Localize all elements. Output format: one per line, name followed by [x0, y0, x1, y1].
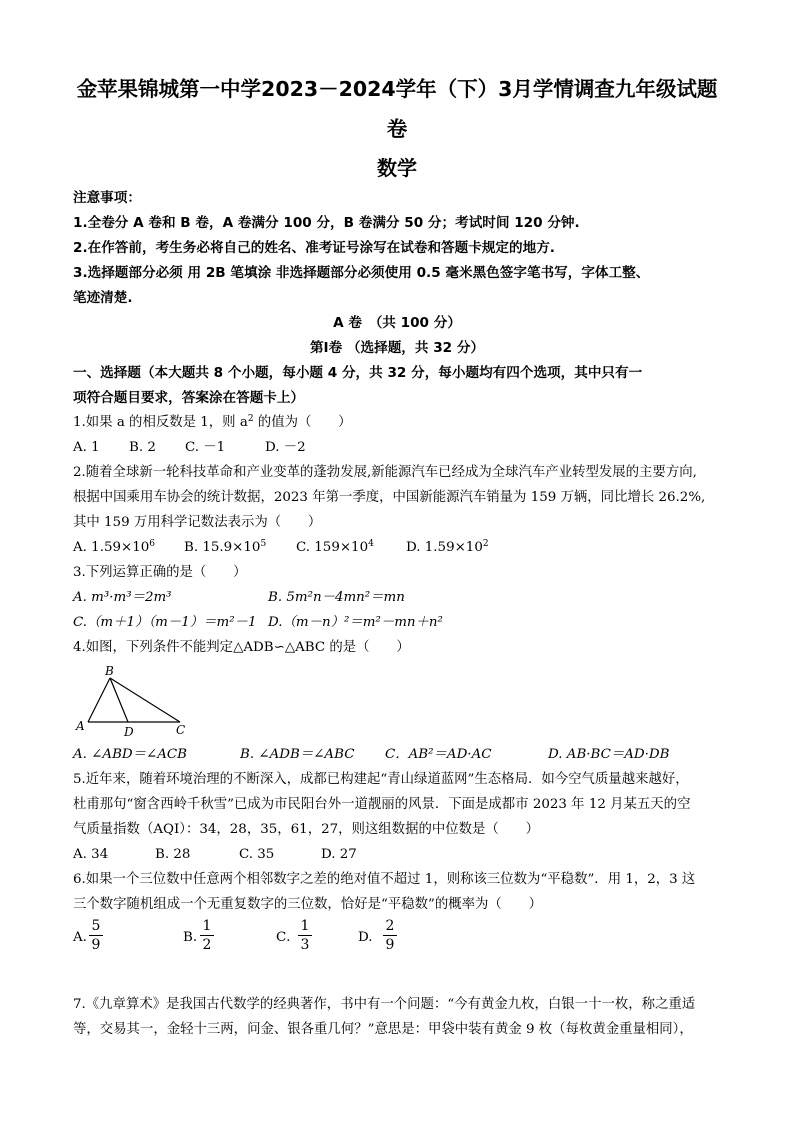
question-6-option-b-label[interactable]: B.: [183, 930, 198, 945]
question-5-option-b[interactable]: B. 28: [155, 847, 191, 862]
notice-item-2: 2.在作答前，考生务必将自己的姓名、准考证号涂写在试卷和答题卡规定的地方.: [73, 240, 555, 256]
question-1-exponent: 2: [247, 414, 254, 424]
exam-title: 金苹果锦城第一中学2023－2024学年（下）3月学情调查九年级试题: [76, 77, 718, 101]
question-2-option-b-exponent: 5: [260, 539, 267, 549]
question-5-line-3: 气质量指数（AQI）：34，28，35，61，27，则这组数据的中位数是（ ）: [73, 822, 539, 837]
question-2-option-c-text: C. 159×10: [296, 540, 369, 555]
question-6-option-a-label[interactable]: A.: [73, 930, 87, 945]
notice-heading: 注意事项：: [73, 190, 141, 206]
question-2-line-2: 根据中国乘用车协会的统计数据，2023 年第一季度，中国新能源汽车销量为 159 万辆，同比增长 26.2%,: [73, 490, 706, 505]
volume-heading: A 卷 （共 100 分）: [333, 315, 461, 331]
triangle-figure: [72, 664, 202, 742]
section-heading-continued: 项符合题目要求，答案涂在答题卡上）: [73, 390, 305, 406]
point-d-label: D: [124, 725, 134, 739]
question-6-line-1: 6.如果一个三位数中任意两个相邻数字之差的绝对值不超过 1，则称该三位数为“平稳数”．用 1，2，3 这: [73, 872, 696, 887]
question-2-option-a-text: A. 1.59×10: [73, 540, 150, 555]
fraction-numerator: 1: [300, 918, 310, 934]
fraction-denominator: 9: [385, 937, 395, 953]
point-c-label: C: [176, 723, 186, 737]
question-2-option-d[interactable]: [406, 539, 489, 557]
question-4-option-a[interactable]: A. ∠ABD＝∠ACB: [73, 747, 188, 762]
question-2-option-a-exponent: 6: [149, 539, 155, 549]
fraction-bar: [298, 935, 312, 936]
question-2-option-c[interactable]: [296, 539, 374, 557]
question-2-option-b-text: B. 15.9×10: [184, 540, 261, 555]
question-4-option-d[interactable]: D. AB·BC＝AD·DB: [548, 747, 670, 762]
section-heading: 一、选择题（本大题共 8 个小题，每小题 4 分，共 32 分，每小题均有四个选项，其中只有一: [73, 365, 643, 381]
question-1-option-d[interactable]: D. －2: [265, 440, 306, 455]
fraction-numerator: 5: [91, 918, 101, 934]
point-b-label: B: [105, 664, 114, 678]
question-2-line-1: 2.随着全球新一轮科技革命和产业变革的蓬勃发展,新能源汽车已经成为全球汽车产业转型发展的主要方向,: [73, 465, 697, 480]
question-6-option-c-label[interactable]: C．: [276, 930, 300, 945]
fraction-denominator: 3: [300, 937, 310, 953]
question-6-option-c-fraction[interactable]: [298, 918, 312, 953]
question-3-stem: 3.下列运算正确的是（ ）: [73, 565, 247, 580]
question-2-option-a[interactable]: [73, 539, 155, 557]
side-ab: [88, 678, 110, 722]
question-1-stem-text: 1.如果 a 的相反数是 1，则 a: [73, 415, 248, 430]
question-6-option-a-fraction[interactable]: [89, 918, 103, 953]
part-heading: 第Ⅰ卷 （选择题，共 32 分）: [309, 340, 485, 356]
fraction-bar: [89, 935, 103, 936]
subject-title: 数学: [377, 156, 417, 180]
question-1-option-c[interactable]: C. －1: [185, 440, 226, 455]
fraction-denominator: 2: [202, 937, 212, 953]
fraction-numerator: 1: [202, 918, 212, 934]
notice-item-3: 3.选择题部分必须 用 2B 笔填涂 非选择题部分必须使用 0.5 毫米黑色签字笔书写，字体工整、: [73, 265, 650, 281]
question-5-option-a[interactable]: A. 34: [73, 847, 109, 862]
question-4-stem: 4.如图，下列条件不能判定△ADB∽△ABC 的是（ ）: [73, 640, 410, 655]
question-1-stem: [73, 414, 352, 432]
question-2-option-b[interactable]: [184, 539, 266, 557]
question-1-option-a[interactable]: A. 1: [73, 440, 100, 455]
notice-item-3-continued: 笔迹清楚.: [73, 290, 133, 306]
question-5-line-1: 5.近年来，随着环境治理的不断深入，成都已构建起“青山绿道蓝网”生态格局．如今空气质量越来越好，: [73, 772, 689, 787]
side-bc: [110, 678, 180, 722]
question-5-line-2: 杜甫那句“窗含西岭千秋雪”已成为市民阳台外一道靓丽的风景．下面是成都市 2023 年 12 月某五天的空: [73, 797, 691, 812]
question-2-line-3: 其中 159 万用科学记数法表示为（ ）: [73, 515, 322, 530]
question-3-option-a[interactable]: A. m³·m³＝2m³: [73, 590, 172, 605]
question-2-option-d-text: D. 1.59×10: [406, 540, 483, 555]
question-1-option-b[interactable]: B. 2: [129, 440, 156, 455]
question-7-line-1: 7.《九章算术》是我国古代数学的经典著作，书中有一个问题：“今有黄金九枚，白银一十一枚，称之重适: [73, 997, 696, 1012]
question-6-line-2: 三个数字随机组成一个无重复数字的三位数，恰好是“平稳数”的概率为（ ）: [73, 897, 542, 912]
question-7-line-2: 等，交易其一，金轻十三两，问金、银各重几何？”意思是：甲袋中装有黄金 9 枚（每枚黄金重量相同），: [73, 1022, 693, 1037]
segment-bd: [110, 678, 128, 722]
question-3-option-c[interactable]: C.（m＋1）（m－1）＝m²－1: [73, 615, 257, 630]
point-a-label: A: [76, 719, 85, 733]
question-4-option-b[interactable]: B. ∠ADB＝∠ABC: [240, 747, 355, 762]
question-1-stem-end: 的值为（ ）: [253, 415, 352, 430]
notice-item-1: 1.全卷分 A 卷和 B 卷，A 卷满分 100 分，B 卷满分 50 分；考试时间 120 分钟.: [73, 215, 580, 231]
question-6-option-d-fraction[interactable]: [383, 918, 397, 953]
question-6-option-b-fraction[interactable]: [200, 918, 214, 953]
fraction-numerator: 2: [385, 918, 395, 934]
fraction-denominator: 9: [91, 937, 101, 953]
question-2-option-d-exponent: 2: [482, 539, 489, 549]
question-2-option-c-exponent: 4: [368, 539, 374, 549]
question-6-option-d-label[interactable]: D.: [358, 930, 373, 945]
fraction-bar: [200, 935, 214, 936]
question-4-option-c[interactable]: C．AB²＝AD·AC: [385, 747, 492, 762]
question-3-option-b[interactable]: B. 5m²n－4mn²＝mn: [268, 590, 405, 605]
question-3-option-d[interactable]: D.（m－n）²＝m²－mn＋n²: [268, 615, 443, 630]
question-5-option-c[interactable]: C. 35: [239, 847, 275, 862]
question-5-option-d[interactable]: D. 27: [321, 847, 357, 862]
fraction-bar: [383, 935, 397, 936]
exam-title-continued: 卷: [386, 117, 408, 141]
